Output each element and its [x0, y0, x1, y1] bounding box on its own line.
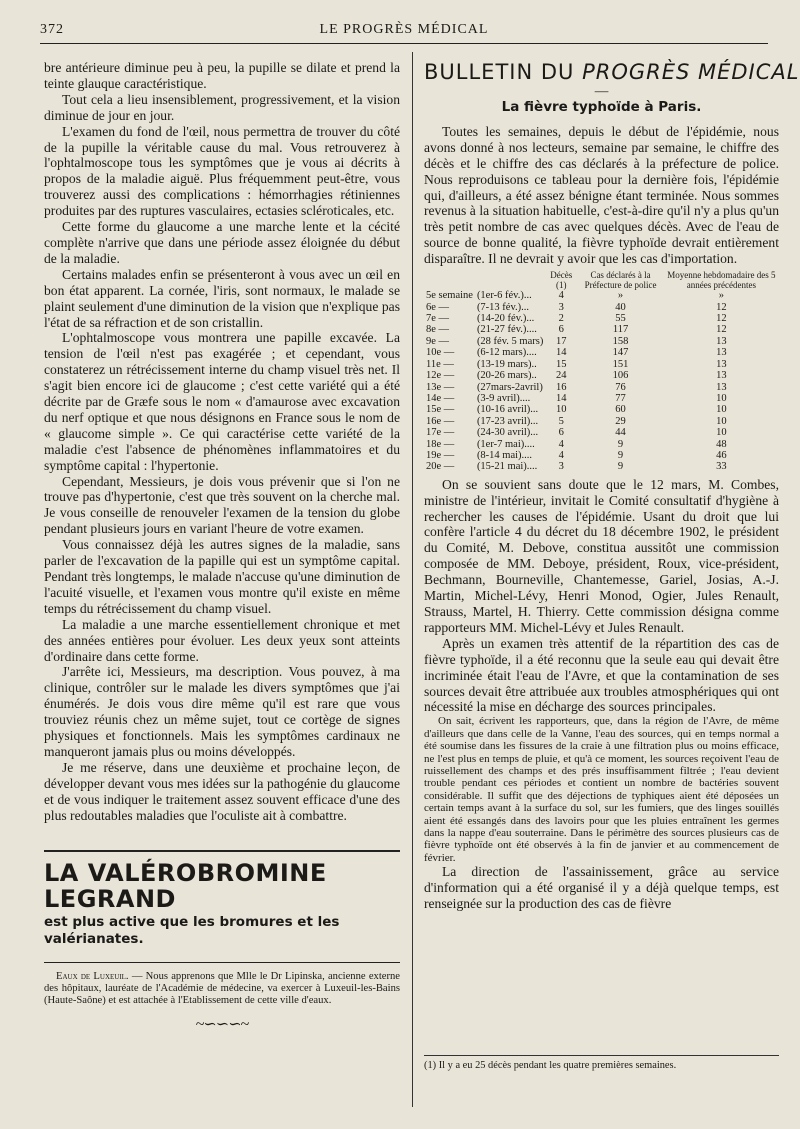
paragraph: Toutes les semaines, depuis le début de l'épidémie, nous avons donné à nos lecteurs, semaine par semaine, le chiffre des décès et le chiffre des cas déclarés à la préfecture de police. Nous reproduisons ce tableau pour la dernière fois, l'épidémie qui, d'ailleurs, a été assez bénigne étant terminée. Nous sommes revenus à la situation habituelle, c'est-à-dire qu'il n'y a plus qu'un très petit nombre de cas avec quelques décès. Avec de l'eau de source de bonne qualité, la fièvre typhoïde devrait entièrement disparaître. Il ne devrait y avoir que les cas d'importation. [424, 123, 779, 267]
table-header-row [424, 271, 779, 290]
table-cell: 55 [615, 313, 626, 325]
quote-text: On sait, écrivent les rapporteurs, que, dans la région de l'Avre, de même d'ailleurs que dans celle de la Vanne, l'eau des sources, qui en temps normal a été soumise dans les fissures de la craie à une filtration plus ou moins efficace, ne l'est plus en temps de pluie, et qu'à ce moment, les sources reçoivent l'eau de ruissellement des champs et des prés insuffisamment filtrée ; l'eau devient trouble pendant ces périodes et contient un nombre de bactéries souvent considérable. Il suffit que des déjections de typhiques aient été déposées un certain temps avant à la surface du sol, sur les fumiers, que des linges souillés aient été essangés dans des lavoirs pour que les pluies entraînent les germes dans la nappe d'eau souterraine. Dans le périmètre des sources plusieurs cas de fièvre typhoïde ont été observés à la fin de janvier et au commencement de février. [424, 715, 779, 864]
table-cell: 48 [716, 438, 727, 450]
table-row [424, 427, 779, 438]
table-row [424, 336, 779, 347]
table-cell: » [718, 290, 725, 302]
table-cell: 40 [615, 301, 626, 313]
table-header [424, 271, 475, 290]
paragraph: L'examen du fond de l'œil, nous permettra de trouver du côté de la pupille la véritable cause du mal. Vous retrouverez à l'ophtalmoscope tous les symptômes que je vous ai décrits à propos de la maladie aiguë. Plus fréquemment peut-être, vous trouverez aussi des complications : hémorrhagies rétiniennes produites par des ruptures vasculaires, ectasies scléroticales, etc. [44, 123, 400, 219]
table-cell: 11e — [426, 358, 454, 370]
table-cell: 14 [556, 347, 567, 359]
table-cell: (7-13 fév.)... [476, 301, 530, 313]
column-divider [412, 52, 413, 1107]
table-cell: 13 [716, 347, 727, 359]
table-cell: 17e — [426, 427, 455, 439]
table-row [424, 450, 779, 461]
table-row [424, 347, 779, 358]
footnote: (1) Il y a eu 25 décès pendant les quatre premières semaines. [424, 1055, 779, 1072]
table-cell: (24-30 avril)... [476, 427, 539, 439]
table-cell: 13 [716, 335, 727, 347]
paragraph: Certains malades enfin se présenteront à vous avec un œil en bon état apparent. La cornée, l'iris, sont normaux, le malade se plaint seulement d'une diminution de la vision que n'explique pas l'état de sa réfraction et de son cristallin. [44, 266, 400, 330]
table-cell: (15-21 mai).... [476, 461, 538, 473]
table-cell: 33 [716, 461, 727, 473]
news-text: — Nous apprenons que Mlle le Dr Lipinska, ancienne externe des hôpitaux, lauréate de l'Académie de médecine, va exercer à Luxeuil-les-Bains (Haute-Saône) et est attachée à l'Etablissement de cette ville d'eaux. [44, 970, 400, 1006]
bulletin-journal: PROGRÈS MÉDICAL [582, 60, 800, 84]
table-row [424, 359, 779, 370]
table-cell: 3 [558, 301, 564, 313]
table-cell: 14 [556, 392, 567, 404]
section-title: La fièvre typhoïde à Paris. [501, 99, 702, 115]
table-cell: 106 [612, 370, 629, 382]
table-cell: 6e — [426, 301, 450, 313]
table-header [475, 271, 545, 290]
table-header: Décès (1) [550, 270, 573, 290]
quoted-report [424, 715, 779, 864]
typhoid-table [424, 271, 779, 473]
table-cell: 4 [558, 290, 564, 302]
table-row [424, 290, 779, 301]
table-cell: » [617, 290, 624, 302]
table-cell: 10 [556, 404, 567, 416]
table-cell: 4 [558, 449, 564, 461]
table-row [424, 393, 779, 404]
journal-title: LE PROGRÈS MÉDICAL [319, 22, 489, 37]
table-cell: 151 [612, 358, 629, 370]
news-item [44, 971, 400, 1008]
table-cell: 3 [558, 461, 564, 473]
table-cell: 13 [716, 381, 727, 393]
dash-ornament: — [594, 83, 609, 98]
paragraph: Cette forme du glaucome a une marche lente et la cécité complète n'arrive que dans une période assez éloignée du début de la maladie. [44, 219, 400, 266]
table-cell: 10e — [426, 347, 455, 359]
table-cell: (27mars-2avril) [476, 381, 543, 393]
table-cell: 10 [716, 392, 727, 404]
table-cell: 46 [716, 449, 727, 461]
table-row [424, 324, 779, 335]
table-cell: 12e — [426, 370, 455, 382]
table-cell: 44 [615, 427, 626, 439]
table-cell: 117 [612, 324, 629, 336]
table-row [424, 461, 779, 472]
table-cell: (13-19 mars).. [476, 358, 537, 370]
table-cell: 13 [716, 358, 727, 370]
table-cell: 77 [615, 392, 626, 404]
table-row [424, 439, 779, 450]
table-cell: 9 [617, 438, 624, 450]
table-cell: 29 [615, 415, 626, 427]
table-row [424, 416, 779, 427]
table-cell: 19e — [426, 449, 455, 461]
table-cell: (28 fév. 5 mars) [476, 335, 544, 347]
paragraph: J'arrête ici, Messieurs, ma description. Vous pouvez, à ma clinique, contrôler sur le malade les divers symptômes que j'ai énumérés. Je dois vous dire même qu'il est rare que vous trouviez réunis chez un même sujet, tout ce cortège de signes physiques et fonctionnels. Mais les symptômes cardinaux ne manqueront jamais plus ou moins développés. [44, 664, 400, 759]
table-cell: (1er-6 fév.)... [476, 290, 532, 302]
advertisement [44, 850, 400, 948]
paragraph: Je me réserve, dans une deuxième et prochaine leçon, de développer devant vous mes idées sur la pathogénie du glaucome et de vous indiquer le traitement assez souvent efficace d'une des plus redoutables maladies que l'oculiste ait à combattre. [44, 759, 400, 823]
left-column [44, 60, 400, 1033]
paragraph: On se souvient sans doute que le 12 mars, M. Combes, ministre de l'intérieur, invitait le Comité consultatif d'hygiène à rechercher les causes de l'épidémie. Usant du droit que lui confère l'article 4 du décret du 18 décembre 1902, le président du Comité, M. Debove, constitua aussitôt une commission composée de MM. Deboye, président, Roux, vice-président, Bechmann, Bourneville, Chantemesse, Gariel, Josias, A.-J. Martin, Michel-Lévy, Henri Monod, Ogier, Jules Renault, Strauss, Martel, H. Thierry. Cette commission désigna comme rapporteurs MM. Michel-Lévy et Jules Renault. [424, 476, 779, 635]
table-cell: 10 [716, 427, 727, 439]
ad-text: est plus active que les bromures et les valérianates. [44, 913, 340, 947]
table-cell: 9e — [426, 335, 450, 347]
paragraph: La maladie a une marche essentiellement chronique et met des années entières pour évoluer. Les deux yeux sont atteints d'ordinaire dans cette forme. [44, 616, 400, 664]
table-cell: 7e — [426, 313, 450, 325]
paragraph: Après un examen très attentif de la répartition des cas de fièvre typhoïde, il a été reconnu que la seule eau qui devait être incriminée était l'eau de l'Avre, et que la contamination de ses sources devait être attribuée aux troubles atmosphériques qui ont nécessité la mise en décharge des sources principales. [424, 635, 779, 715]
table-cell: 12 [716, 301, 727, 313]
table-row [424, 370, 779, 381]
table-cell: 12 [716, 324, 727, 336]
table-row [424, 302, 779, 313]
table-cell: 15 [556, 358, 567, 370]
table-cell: 10 [716, 404, 727, 416]
table-cell: 14e — [426, 392, 455, 404]
table-cell: (14-20 fév.)... [476, 313, 535, 325]
table-cell: 12 [716, 313, 727, 325]
bulletin-prefix: BULLETIN DU [424, 60, 583, 84]
running-header [40, 22, 768, 40]
paragraph: L'ophtalmoscope vous montrera une papille excavée. La tension de l'œil n'est pas exagérée ; et cependant, vous constaterez un rétrécissement interne du champ visuel très net. Il s'agit bien encore ici de glaucome ; c'est cette variété qui a été décrite par de Græfe sous le nom « d'amaurose avec excavation du nerf optique et que nous désignons en France sous le nom de « glaucome simple ». Ce qui caractérise cette variété de la maladie c'est l'absence de phénomènes inflammatoires et du symptôme capital : l'hypertonie. [44, 330, 400, 473]
page-number: 372 [40, 22, 64, 37]
table-cell: 13e — [426, 381, 455, 393]
section-rule [44, 962, 400, 963]
table-row [424, 382, 779, 393]
table-cell: 5 [558, 415, 564, 427]
table-cell: (20-26 mars).. [476, 370, 537, 382]
table-cell: (17-23 avril)... [476, 415, 539, 427]
table-cell: (1er-7 mai).... [476, 438, 535, 450]
table-row [424, 313, 779, 324]
table-header: Cas déclarés à la Préfecture de police [584, 270, 657, 290]
header-rule [40, 43, 768, 44]
table-cell: 4 [558, 438, 564, 450]
table-cell: 9 [617, 449, 624, 461]
table-cell: 8e — [426, 324, 450, 336]
table-body [424, 290, 779, 473]
table-cell: (10-16 avril)... [476, 404, 539, 416]
table-cell: 18e — [426, 438, 455, 450]
table-cell: 60 [615, 404, 626, 416]
table-cell: 6 [558, 324, 564, 336]
table-cell: (6-12 mars).... [476, 347, 537, 359]
table-cell: 16 [556, 381, 567, 393]
table-cell: (21-27 fév.).... [476, 324, 537, 336]
paragraph: La direction de l'assainissement, grâce au service d'information qui a été organisé il y a déjà quelque temps, est renseignée sur la production des cas de fièvre [424, 864, 779, 912]
flourish-ornament: ~∽∽∽~ [195, 1016, 249, 1034]
right-column [424, 60, 800, 912]
bulletin-heading [424, 60, 800, 84]
table-cell: 17 [556, 335, 567, 347]
table-header: Moyenne hebdomadaire des 5 années précédentes [667, 270, 776, 290]
paragraph: bre antérieure diminue peu à peu, la pupille se dilate et prend la teinte glauque caractéristique. [44, 60, 400, 91]
table-cell: 16e — [426, 415, 455, 427]
table-cell: (8-14 mai).... [476, 449, 533, 461]
table-cell: 6 [558, 427, 564, 439]
paragraph: Cependant, Messieurs, je dois vous prévenir que si l'on ne trouve pas d'hypertonie, c'est que très souvent on la cherche mal. Je vous conseille de renouveler l'examen de la tension du globe pendant plusieurs jours en variant l'heure de votre examen. [44, 473, 400, 537]
table-cell: 20e — [426, 461, 455, 473]
table-cell: 9 [617, 461, 624, 473]
news-caption: Eaux de Luxeuil. [56, 970, 129, 982]
ad-title: LA VALÉROBROMINE LEGRAND [44, 858, 327, 913]
table-cell: 13 [716, 370, 727, 382]
table-cell: 10 [716, 415, 727, 427]
table-cell: 5e semaine [426, 290, 473, 302]
table-cell: (3-9 avril).... [476, 392, 531, 404]
table-cell: 2 [558, 313, 564, 325]
table-cell: 158 [612, 335, 629, 347]
table-row [424, 404, 779, 415]
paragraph: Vous connaissez déjà les autres signes de la maladie, sans parler de l'excavation de la papille qui est un symptôme capital. Pendant très longtemps, le malade n'accuse qu'une diminution de l'acuité visuelle, et l'examen vous montre qu'il existe en même temps du rétrécissement du champ visuel. [44, 537, 400, 616]
paragraph: Tout cela a lieu insensiblement, progressivement, et la vision diminue de jour en jour. [44, 91, 400, 123]
table-cell: 15e — [426, 404, 455, 416]
table-cell: 147 [612, 347, 629, 359]
table-cell: 24 [556, 370, 567, 382]
table-cell: 76 [615, 381, 626, 393]
